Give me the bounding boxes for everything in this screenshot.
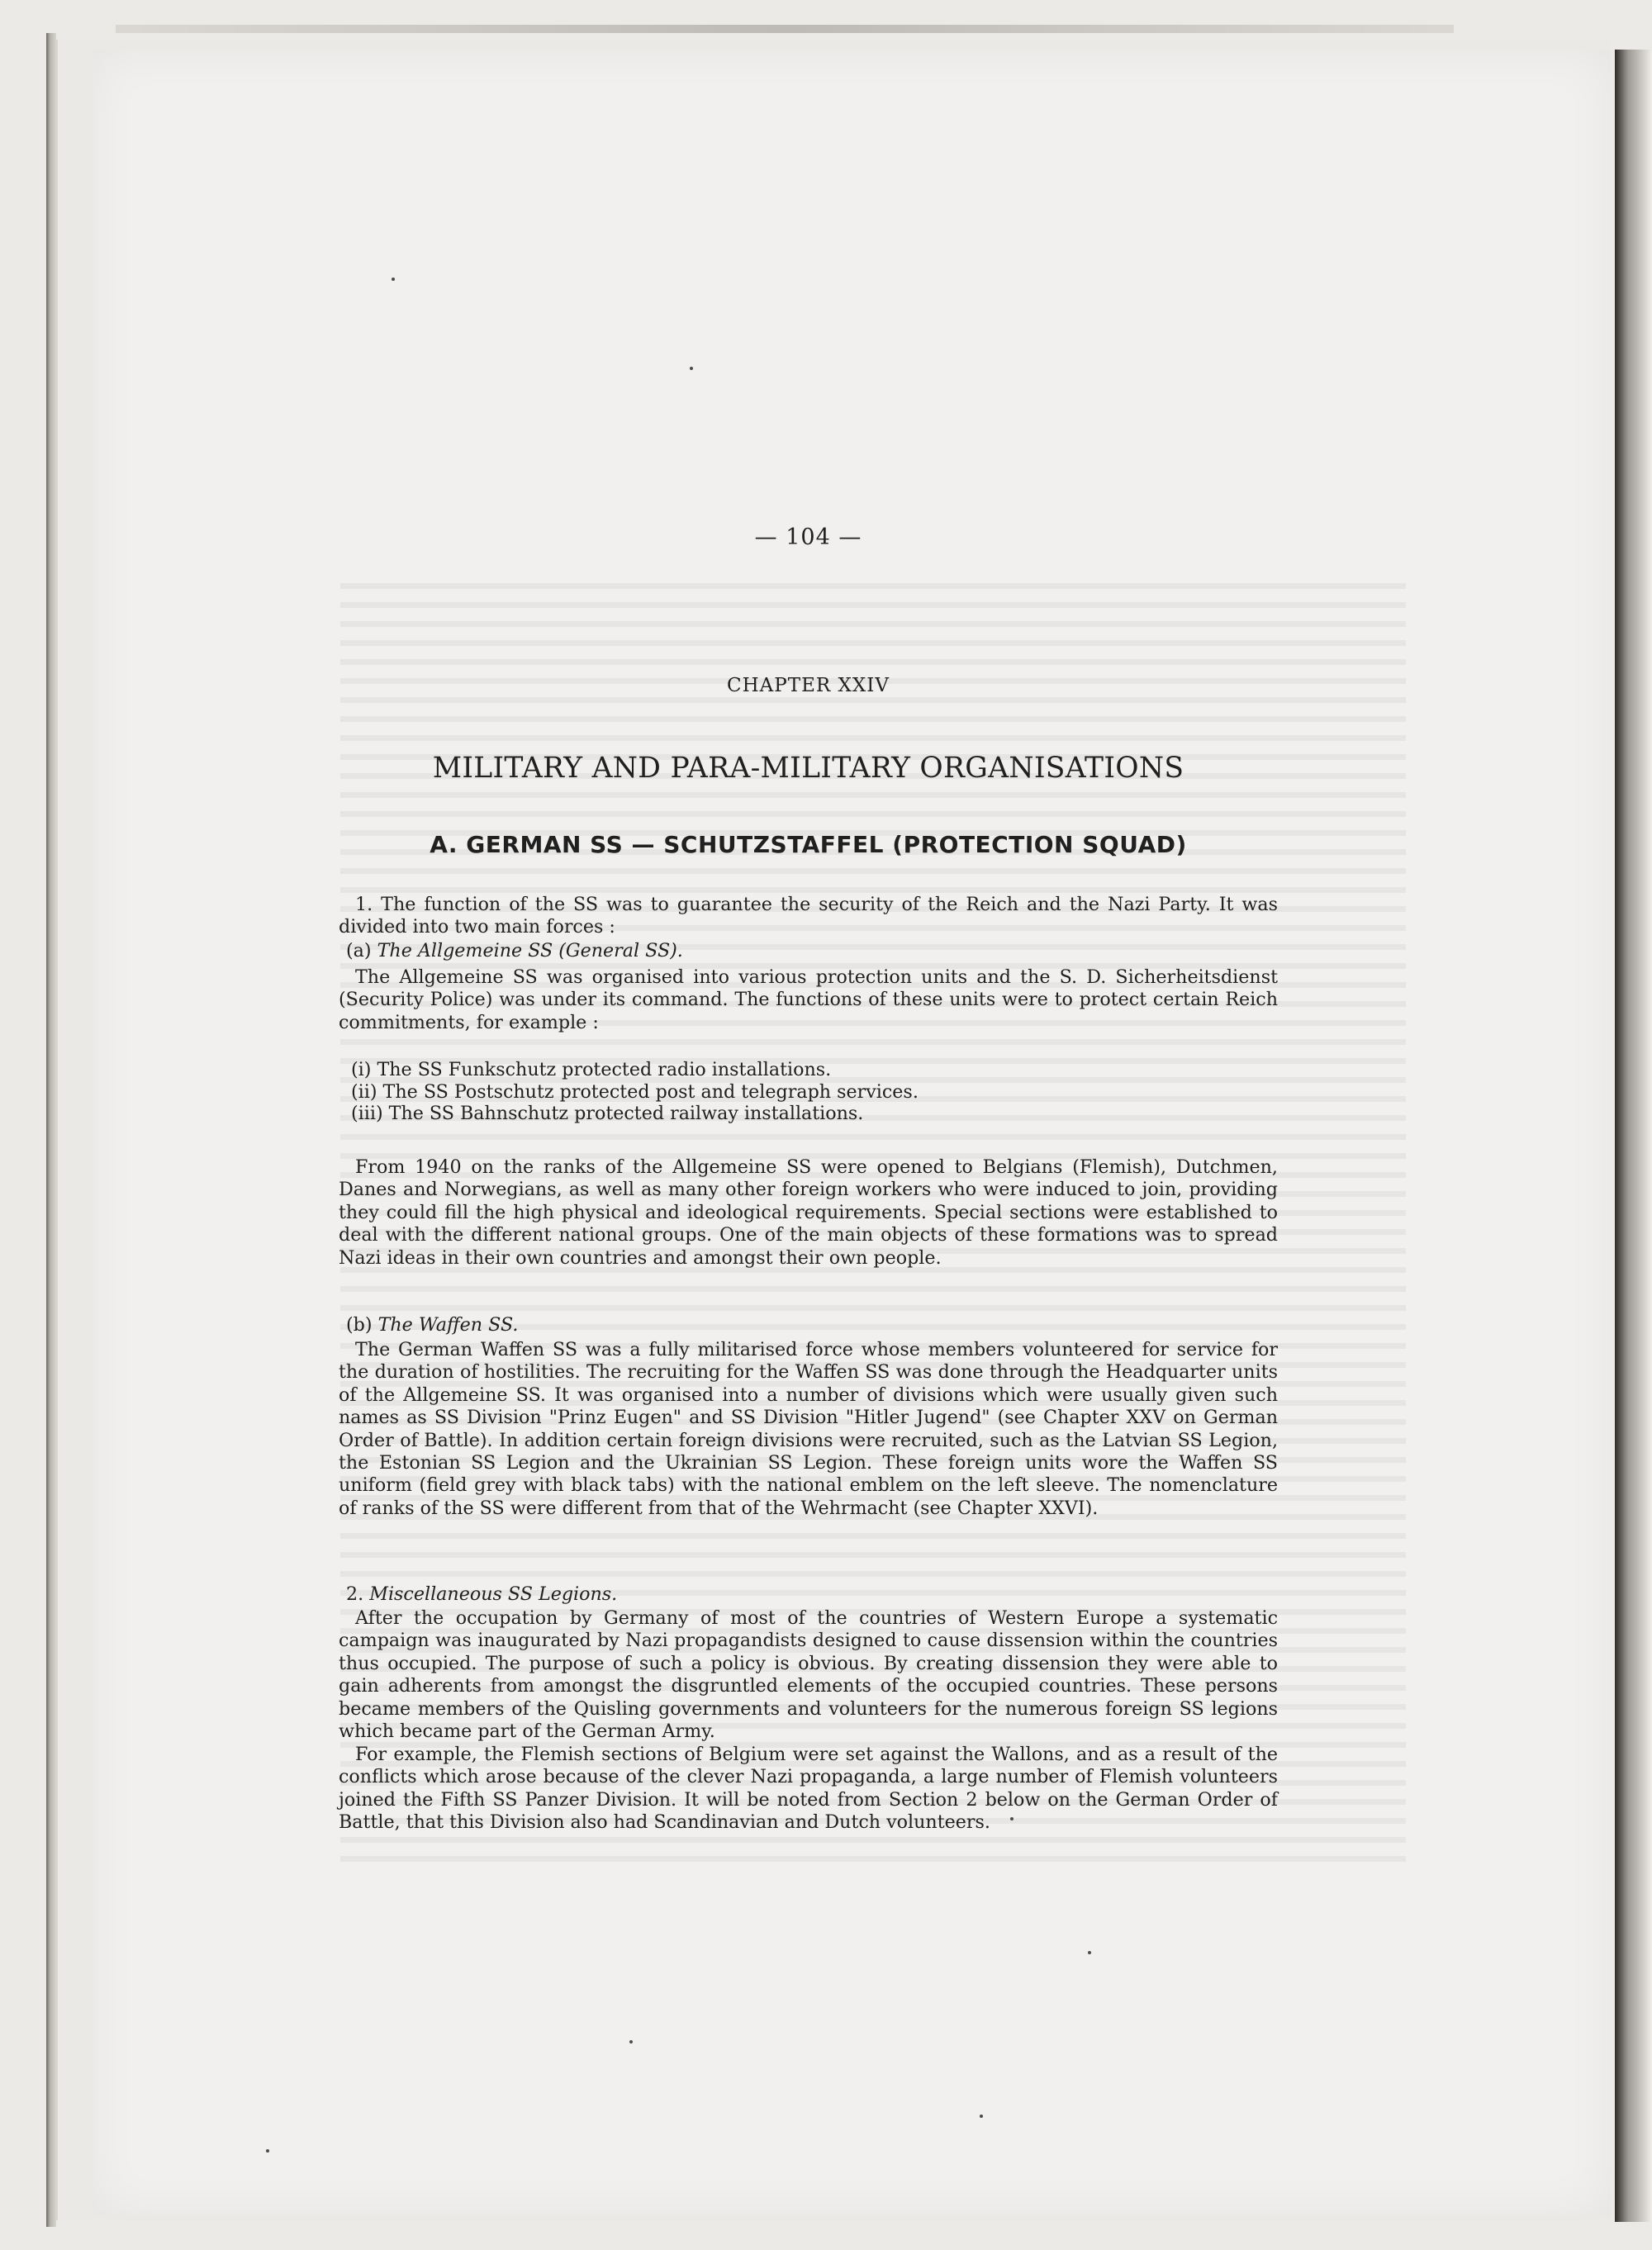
subheading-2-title: Miscellaneous SS Legions.: [369, 1583, 618, 1605]
next-page-edge: [1615, 50, 1652, 2222]
book-spine: [46, 33, 56, 2227]
subheading-a: [346, 940, 683, 962]
subheading-2-prefix: 2.: [346, 1583, 364, 1605]
chapter-label: CHAPTER XXIV: [727, 675, 890, 696]
chapter-title: MILITARY AND PARA-MILITARY ORGANISATIONS: [432, 752, 1184, 785]
page-number: — 104 —: [754, 525, 862, 550]
protection-units-list: [351, 1059, 919, 1125]
list-item: (ii) The SS Postschutz protected post and telegraph services.: [351, 1080, 919, 1103]
paragraph-2: The Allgemeine SS was organised into various protection units and the S. D. Sicherheitsdienst (Security Police) was under its command. The functions of these units were to protect certain Reich commitments, for example :: [339, 966, 1278, 1033]
paragraph-4: The German Waffen SS was a fully militarised force whose members volunteered for service for the duration of hostilities. The recruiting for the Waffen SS was done through the Headquarter units of the Allgemeine SS. It was organised into a number of divisions which were usually given such names as SS Division "Prinz Eugen" and SS Division "Hitler Jugend" (see Chapter XXV on German Order of Battle). In addition certain foreign divisions were recruited, such as the Latvian SS Legion, the Estonian SS Legion and the Ukrainian SS Legion. These foreign units wore the Waffen SS uniform (field grey with black tabs) with the national emblem on the left sleeve. The nomenclature of ranks of the SS were different from that of the Wehrmacht (see Chapter XXVI).: [339, 1339, 1278, 1519]
subheading-a-title: The Allgemeine SS (General SS).: [377, 940, 683, 961]
scan-fleck: [690, 367, 693, 370]
scan-fleck: [1010, 1817, 1014, 1820]
scan-fleck: [392, 278, 395, 281]
subheading-b: [346, 1314, 518, 1336]
book-page: [93, 50, 1611, 2215]
subheading-a-prefix: (a): [346, 940, 372, 961]
paragraph-6: For example, the Flemish sections of Belgium were set against the Wallons, and as a result of the conflicts which arose because of the clever Nazi propaganda, a large number of Flemish volunteers joined the Fifth SS Panzer Division. It will be noted from Section 2 below on the German Order of Battle, that this Division also had Scandinavian and Dutch volunteers.: [339, 1744, 1278, 1834]
scan-fleck: [266, 2149, 269, 2153]
paragraph-3: From 1940 on the ranks of the Allgemeine SS were opened to Belgians (Flemish), Dutchmen, Danes and Norwegians, as well as many other foreign workers who were induced to join, providing they could fill the high physical and ideological requirements. Special sections were established to deal with the different national groups. One of the main objects of these formations was to spread Nazi ideas in their own countries and amongst their own people.: [339, 1156, 1278, 1269]
paragraph-5: After the occupation by Germany of most of the countries of Western Europe a systematic campaign was inaugurated by Nazi propagandists designed to cause dissension within the countries thus occupied. The purpose of such a policy is obvious. By creating dissension they were able to gain adherents from amongst the disgruntled elements of the occupied countries. These persons became members of the Quisling governments and volunteers for the numerous foreign SS legions which became part of the German Army.: [339, 1607, 1278, 1743]
section-heading: A. GERMAN SS — SCHUTZSTAFFEL (PROTECTION SQUAD): [430, 831, 1187, 858]
top-page-edge: [116, 25, 1454, 33]
list-item: (iii) The SS Bahnschutz protected railway installations.: [351, 1103, 864, 1124]
subheading-b-title: The Waffen SS.: [377, 1314, 519, 1336]
subheading-2: [346, 1583, 617, 1606]
scan-fleck: [629, 2040, 633, 2044]
scan-fleck: [980, 2115, 983, 2118]
list-item: (i) The SS Funkschutz protected radio installations.: [351, 1059, 832, 1080]
paragraph-1: 1. The function of the SS was to guarantee the security of the Reich and the Nazi Party. It was divided into two main forces :: [339, 894, 1278, 938]
scan-fleck: [1088, 1951, 1091, 1954]
subheading-b-prefix: (b): [346, 1314, 373, 1336]
